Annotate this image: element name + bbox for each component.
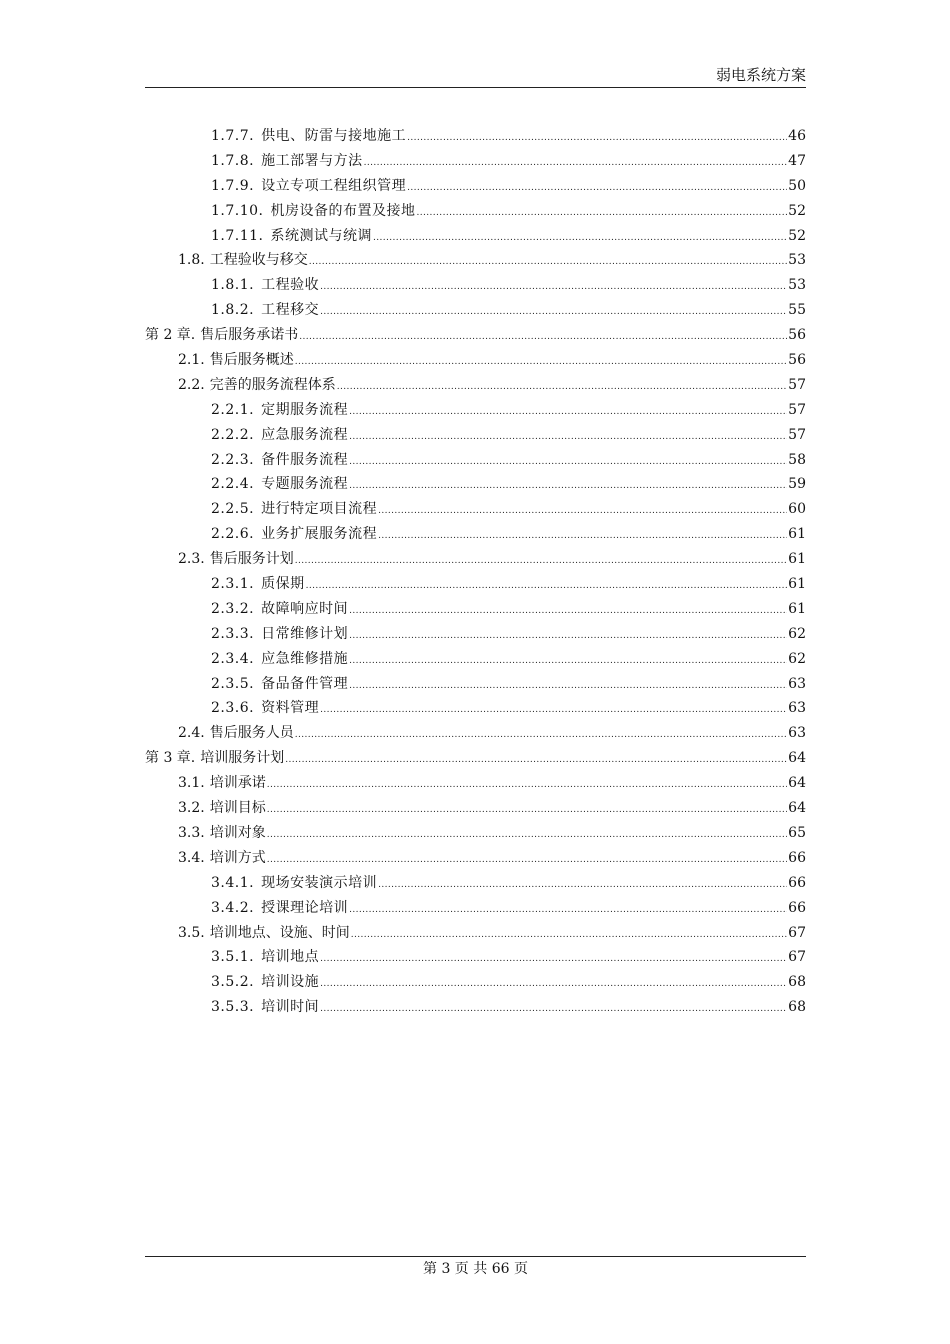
toc-dot-leader [285, 746, 787, 773]
toc-entry-page: 64 [788, 775, 806, 792]
toc-entry-title: 售后服务人员 [209, 725, 294, 742]
toc-entry[interactable] [145, 647, 806, 672]
toc-dot-leader [295, 547, 787, 574]
toc-entry-number: 2.2.5. [211, 501, 255, 518]
toc-entry-page: 62 [788, 625, 806, 642]
toc-entry[interactable] [145, 995, 806, 1020]
toc-entry-title: 售后服务计划 [209, 551, 294, 568]
toc-entry[interactable] [145, 871, 806, 896]
toc-entry-title: 培训设施 [261, 974, 320, 991]
toc-entry-page: 61 [788, 551, 806, 568]
toc-dot-leader [320, 995, 787, 1022]
toc-entry[interactable] [145, 696, 806, 721]
toc-entry[interactable] [145, 597, 806, 622]
toc-entry-number: 2.3.2. [211, 600, 255, 617]
toc-dot-leader [349, 597, 787, 624]
toc-entry-title: 培训服务计划 [200, 750, 285, 767]
toc-entry-number: 2.3. [178, 551, 205, 568]
toc-entry-page: 63 [788, 675, 806, 692]
toc-entry[interactable] [145, 547, 806, 572]
toc-dot-leader [267, 796, 787, 823]
toc-entry-number: 3.5. [178, 924, 205, 941]
toc-entry-number: 2.2. [178, 376, 205, 393]
toc-entry-page: 58 [788, 451, 806, 468]
toc-entry-number: 第 2 章. [145, 327, 196, 344]
toc-dot-leader [349, 423, 787, 450]
toc-entry-title: 培训对象 [209, 824, 266, 841]
toc-entry[interactable] [145, 373, 806, 398]
toc-entry-title: 设立专项工程组织管理 [261, 177, 407, 194]
toc-entry[interactable] [145, 423, 806, 448]
toc-entry[interactable] [145, 572, 806, 597]
toc-entry-page: 57 [788, 401, 806, 418]
toc-entry[interactable] [145, 796, 806, 821]
toc-entry-title: 授课理论培训 [261, 899, 349, 916]
toc-entry[interactable] [145, 821, 806, 846]
toc-entry[interactable] [145, 273, 806, 298]
toc-entry-page: 66 [788, 874, 806, 891]
toc-entry-page: 67 [788, 924, 806, 941]
toc-entry-title: 施工部署与方法 [261, 152, 363, 169]
toc-dot-leader [267, 771, 787, 798]
page-header [145, 66, 806, 88]
toc-entry-number: 1.7.8. [211, 152, 255, 169]
toc-dot-leader [349, 672, 787, 699]
toc-entry[interactable] [145, 124, 806, 149]
toc-dot-leader [349, 647, 787, 674]
toc-entry-page: 61 [788, 576, 806, 593]
toc-entry-title: 售后服务概述 [209, 352, 294, 369]
toc-entry-number: 1.7.7. [211, 128, 255, 144]
toc-entry-title: 应急维修措施 [261, 650, 349, 667]
toc-dot-leader [349, 472, 787, 499]
toc-entry-page: 52 [788, 202, 806, 219]
toc-dot-leader [320, 970, 787, 997]
toc-entry-page: 64 [788, 750, 806, 767]
toc-entry-title: 故障响应时间 [261, 600, 349, 617]
toc-entry-number: 1.8. [178, 252, 205, 269]
toc-entry-page: 56 [788, 352, 806, 369]
toc-entry[interactable] [145, 522, 806, 547]
toc-entry-page: 67 [788, 949, 806, 966]
toc-entry-page: 57 [788, 376, 806, 393]
toc-dot-leader [378, 522, 787, 549]
toc-entry-title: 工程移交 [261, 302, 320, 319]
toc-entry-page: 65 [788, 824, 806, 841]
toc-entry-title: 工程验收与移交 [209, 252, 308, 269]
toc-dot-leader [364, 149, 788, 176]
toc-entry-page: 68 [788, 974, 806, 991]
toc-entry-number: 3.4.1. [211, 874, 255, 891]
toc-entry-title: 培训承诺 [209, 775, 266, 792]
toc-entry-number: 3.2. [178, 800, 205, 817]
toc-dot-leader [306, 572, 788, 599]
toc-entry[interactable] [145, 896, 806, 921]
toc-entry-number: 第 3 章. [145, 750, 196, 767]
document-title: 弱电系统方案 [715, 66, 806, 84]
toc-entry[interactable] [145, 721, 806, 746]
toc-entry-page: 60 [788, 501, 806, 518]
toc-dot-leader [416, 199, 787, 226]
toc-dot-leader [407, 124, 787, 151]
toc-dot-leader [378, 497, 787, 524]
toc-entry-page: 64 [788, 800, 806, 817]
toc-entry-page: 61 [788, 600, 806, 617]
toc-entry-title: 业务扩展服务流程 [261, 526, 378, 543]
toc-entry[interactable] [145, 149, 806, 174]
toc-entry-page: 66 [788, 899, 806, 916]
toc-dot-leader [407, 174, 787, 201]
toc-entry-number: 1.8.2. [211, 302, 255, 319]
toc-entry-number: 1.7.11. [211, 227, 264, 244]
toc-entry[interactable] [145, 472, 806, 497]
toc-entry-number: 2.1. [178, 352, 205, 369]
toc-entry-number: 3.1. [178, 775, 205, 792]
toc-entry-number: 1.8.1. [211, 277, 255, 294]
toc-entry-page: 53 [788, 252, 806, 269]
toc-entry[interactable] [145, 224, 806, 249]
toc-entry-title: 售后服务承诺书 [200, 327, 299, 344]
toc-dot-leader [320, 696, 787, 723]
toc-entry-number: 2.2.1. [211, 401, 255, 418]
toc-entry[interactable] [145, 921, 806, 946]
toc-entry[interactable] [145, 945, 806, 970]
toc-entry-number: 2.2.6. [211, 526, 255, 543]
toc-entry-number: 3.3. [178, 824, 205, 841]
toc-dot-leader [267, 846, 787, 873]
toc-entry-number: 2.2.2. [211, 426, 255, 443]
toc-entry[interactable] [145, 248, 806, 273]
toc-entry-number: 2.3.4. [211, 650, 255, 667]
toc-dot-leader [295, 348, 787, 375]
toc-entry-title: 工程验收 [261, 277, 320, 294]
toc-entry[interactable] [145, 672, 806, 697]
toc-dot-leader [373, 224, 787, 251]
toc-entry-number: 3.5.2. [211, 974, 255, 991]
toc-entry-title: 完善的服务流程体系 [209, 376, 336, 393]
toc-dot-leader [349, 622, 787, 649]
toc-entry[interactable] [145, 746, 806, 771]
toc-dot-leader [267, 821, 787, 848]
toc-entry-number: 3.4.2. [211, 899, 255, 916]
toc-entry-page: 53 [788, 277, 806, 294]
toc-dot-leader [320, 273, 787, 300]
toc-entry-title: 现场安装演示培训 [261, 874, 378, 891]
toc-entry-title: 培训方式 [209, 849, 266, 866]
toc-entry-title: 资料管理 [261, 700, 320, 717]
toc-entry[interactable] [145, 622, 806, 647]
toc-entry-page: 47 [788, 152, 806, 169]
toc-entry-number: 2.4. [178, 725, 205, 742]
table-of-contents [145, 124, 806, 1020]
toc-dot-leader [295, 721, 787, 748]
toc-dot-leader [309, 248, 787, 275]
toc-entry[interactable] [145, 398, 806, 423]
toc-dot-leader [349, 448, 787, 475]
toc-entry-page: 56 [788, 327, 806, 344]
toc-entry-page: 68 [788, 999, 806, 1016]
toc-entry-page: 57 [788, 426, 806, 443]
toc-entry-page: 52 [788, 227, 806, 244]
toc-entry-page: 62 [788, 650, 806, 667]
toc-entry-title: 定期服务流程 [261, 401, 349, 418]
toc-entry-page: 63 [788, 700, 806, 717]
toc-entry-number: 2.3.1. [211, 576, 255, 593]
toc-entry-page: 46 [788, 128, 806, 144]
toc-dot-leader [378, 871, 787, 898]
toc-entry-number: 2.3.5. [211, 675, 255, 692]
toc-entry-title: 质保期 [261, 576, 305, 593]
toc-entry[interactable] [145, 323, 806, 348]
toc-entry-title: 系统测试与统调 [270, 227, 372, 244]
toc-entry-title: 培训地点、设施、时间 [209, 924, 350, 941]
toc-entry[interactable] [145, 771, 806, 796]
toc-entry-number: 2.2.4. [211, 476, 255, 493]
toc-entry-page: 61 [788, 526, 806, 543]
toc-entry[interactable] [145, 174, 806, 199]
toc-entry[interactable] [145, 199, 806, 224]
toc-dot-leader [299, 323, 787, 350]
page-footer [145, 1256, 806, 1279]
toc-entry[interactable] [145, 448, 806, 473]
page-number: 第 3 页 共 66 页 [423, 1261, 528, 1277]
toc-dot-leader [349, 896, 787, 923]
toc-entry[interactable] [145, 970, 806, 995]
toc-entry-number: 2.3.6. [211, 700, 255, 717]
toc-entry-title: 应急服务流程 [261, 426, 349, 443]
toc-entry-number: 1.7.9. [211, 177, 255, 194]
toc-entry-page: 55 [788, 302, 806, 319]
toc-entry-number: 3.5.1. [211, 949, 255, 966]
toc-entry-page: 59 [788, 476, 806, 493]
toc-dot-leader [320, 298, 787, 325]
toc-entry-number: 2.3.3. [211, 625, 255, 642]
toc-dot-leader [320, 945, 787, 972]
toc-entry-page: 63 [788, 725, 806, 742]
toc-entry-title: 备品备件管理 [261, 675, 349, 692]
toc-entry-page: 66 [788, 849, 806, 866]
toc-dot-leader [349, 398, 787, 425]
toc-entry-title: 培训地点 [261, 949, 320, 966]
toc-entry-title: 备件服务流程 [261, 451, 349, 468]
toc-entry-number: 3.4. [178, 849, 205, 866]
toc-entry-number: 2.2.3. [211, 451, 255, 468]
toc-entry-title: 专题服务流程 [261, 476, 349, 493]
toc-dot-leader [337, 373, 787, 400]
toc-entry-title: 机房设备的布置及接地 [270, 202, 416, 219]
toc-entry[interactable] [145, 348, 806, 373]
toc-entry[interactable] [145, 497, 806, 522]
toc-entry-title: 培训目标 [209, 800, 266, 817]
toc-entry[interactable] [145, 846, 806, 871]
toc-entry-title: 日常维修计划 [261, 625, 349, 642]
toc-entry-page: 50 [788, 177, 806, 194]
toc-entry-title: 培训时间 [261, 999, 320, 1016]
toc-entry-title: 进行特定项目流程 [261, 501, 378, 518]
toc-entry[interactable] [145, 298, 806, 323]
toc-entry-title: 供电、防雷与接地施工 [261, 128, 407, 144]
toc-entry-number: 3.5.3. [211, 999, 255, 1016]
toc-entry-number: 1.7.10. [211, 202, 264, 219]
toc-dot-leader [351, 921, 787, 948]
